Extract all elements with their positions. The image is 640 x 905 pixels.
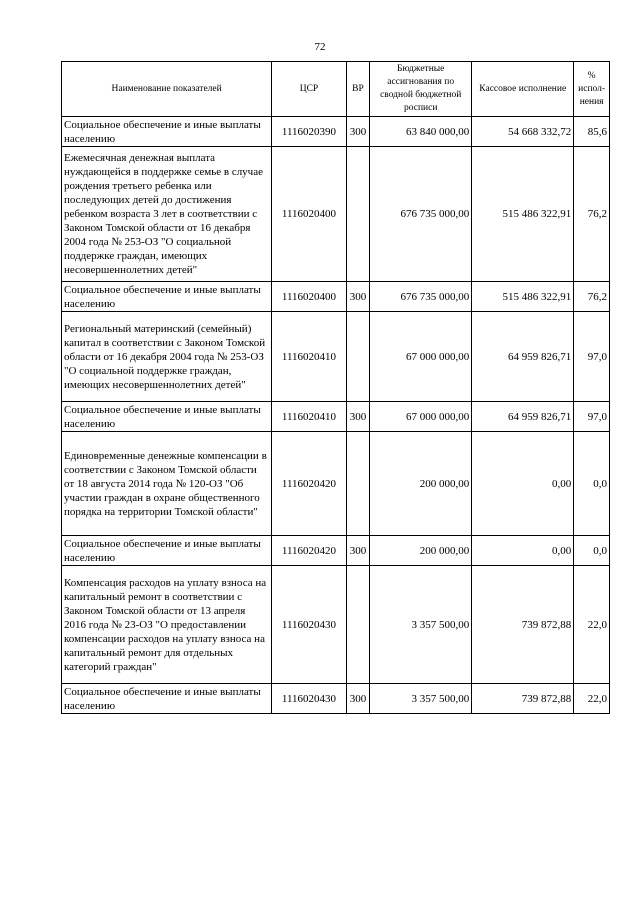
table-row [62,282,610,312]
cell-cash: 54 668 332,72 [472,117,574,147]
cell-name: Ежемесячная денежная выплата нуждающейся в поддержке семье в случае рождения третьего ребенка или последующих детей до достижения ребенком возраста 3 лет в соответствии с Законом Томской области от 16 декабря 2004 года № 253-ОЗ "О социальной поддержке граждан, имеющих несовершеннолетних детей" [62,147,272,282]
table-row [62,402,610,432]
cell-csr: 1116020400 [272,147,346,282]
cell-budget: 200 000,00 [370,536,472,566]
cell-pct: 22,0 [574,566,610,684]
cell-csr: 1116020390 [272,117,346,147]
header-vr: ВР [346,62,369,117]
table-row [62,117,610,147]
cell-name: Единовременные денежные компенсации в соответствии с Законом Томской области от 18 августа 2014 года № 120-ОЗ "Об участии граждан в охране общественного порядка на территории Томской области" [62,432,272,536]
cell-vr: 300 [346,282,369,312]
table-row [62,684,610,714]
cell-pct: 76,2 [574,147,610,282]
cell-vr [346,432,369,536]
cell-csr: 1116020430 [272,684,346,714]
cell-cash: 64 959 826,71 [472,402,574,432]
cell-budget: 3 357 500,00 [370,684,472,714]
cell-name: Социальное обеспечение и иные выплаты населению [62,536,272,566]
header-budget: Бюджетные ассигнования по сводной бюджетной росписи [370,62,472,117]
cell-pct: 76,2 [574,282,610,312]
cell-vr [346,312,369,402]
cell-cash: 739 872,88 [472,684,574,714]
cell-cash: 515 486 322,91 [472,147,574,282]
table-row [62,147,610,282]
cell-cash: 0,00 [472,432,574,536]
cell-vr [346,566,369,684]
cell-cash: 64 959 826,71 [472,312,574,402]
header-name: Наименование показателей [62,62,272,117]
table-row [62,536,610,566]
cell-pct: 97,0 [574,312,610,402]
cell-vr: 300 [346,402,369,432]
cell-vr: 300 [346,536,369,566]
cell-budget: 676 735 000,00 [370,147,472,282]
cell-name: Социальное обеспечение и иные выплаты населению [62,282,272,312]
cell-pct: 0,0 [574,536,610,566]
cell-name: Социальное обеспечение и иные выплаты населению [62,684,272,714]
cell-name: Социальное обеспечение и иные выплаты населению [62,402,272,432]
cell-pct: 0,0 [574,432,610,536]
cell-budget: 676 735 000,00 [370,282,472,312]
cell-csr: 1116020400 [272,282,346,312]
cell-pct: 97,0 [574,402,610,432]
cell-budget: 3 357 500,00 [370,566,472,684]
budget-execution-table [61,61,610,714]
cell-name: Компенсация расходов на уплату взноса на капитальный ремонт в соответствии с Законом Томской области от 13 апреля 2016 года № 23-ОЗ "О предоставлении компенсации расходов на уплату взноса на капитальный ремонт для отдельных категорий граждан" [62,566,272,684]
cell-csr: 1116020420 [272,536,346,566]
table-row [62,312,610,402]
cell-budget: 67 000 000,00 [370,312,472,402]
cell-vr: 300 [346,117,369,147]
cell-vr [346,147,369,282]
header-cash: Кассовое исполнение [472,62,574,117]
cell-csr: 1116020410 [272,402,346,432]
cell-budget: 63 840 000,00 [370,117,472,147]
table-row [62,432,610,536]
header-csr: ЦСР [272,62,346,117]
table-header-row [62,62,610,117]
cell-budget: 67 000 000,00 [370,402,472,432]
header-pct: % испол-нения [574,62,610,117]
cell-pct: 22,0 [574,684,610,714]
cell-pct: 85,6 [574,117,610,147]
table-row [62,566,610,684]
cell-csr: 1116020410 [272,312,346,402]
cell-name: Социальное обеспечение и иные выплаты населению [62,117,272,147]
page-number: 72 [314,41,326,53]
cell-name: Региональный материнский (семейный) капитал в соответствии с Законом Томской области от 16 декабря 2004 года № 253-ОЗ "О социальной поддержке граждан, имеющих несовершеннолетних детей" [62,312,272,402]
cell-cash: 515 486 322,91 [472,282,574,312]
cell-csr: 1116020430 [272,566,346,684]
cell-csr: 1116020420 [272,432,346,536]
cell-vr: 300 [346,684,369,714]
cell-budget: 200 000,00 [370,432,472,536]
cell-cash: 0,00 [472,536,574,566]
cell-cash: 739 872,88 [472,566,574,684]
